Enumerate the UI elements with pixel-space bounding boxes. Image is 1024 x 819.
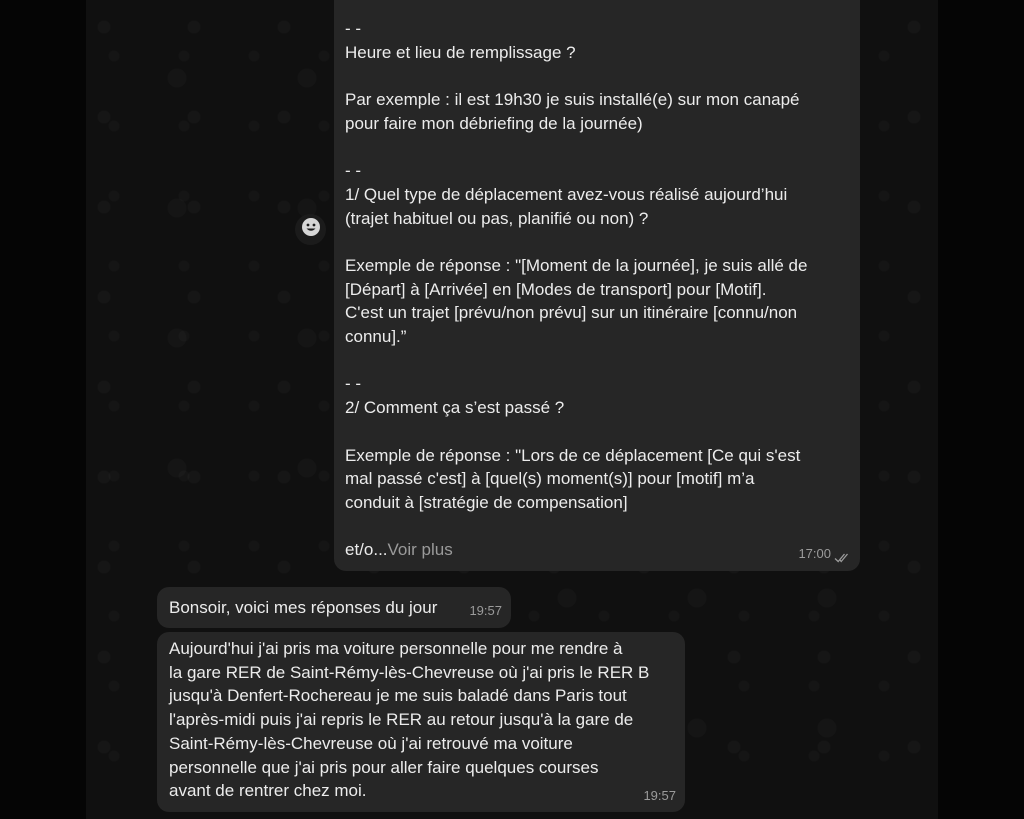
double-check-icon (834, 548, 852, 560)
message-line (345, 515, 840, 539)
reply-text (169, 637, 673, 803)
smiley-face-icon (301, 217, 321, 242)
message-line: C'est un trajet [prévu/non prévu] sur un itinéraire [connu/non (345, 303, 798, 323)
message-line: personnelle que j'ai pris pour aller faire quelques courses (169, 757, 599, 777)
message-line: conduit à [stratégie de compensation] (345, 492, 628, 512)
message-line: Exemple de réponse : "[Moment de la journée], je suis allé de (345, 255, 808, 275)
reply-bubble-greeting[interactable] (157, 587, 511, 628)
incoming-message-text (345, 17, 840, 538)
message-meta (798, 542, 852, 566)
message-time: 19:57 (643, 788, 676, 804)
message-line: 2/ Comment ça s’est passé ? (345, 398, 565, 418)
message-line (345, 349, 840, 373)
message-line (345, 64, 840, 88)
message-line (345, 136, 840, 160)
message-line (345, 230, 840, 254)
message-line: Par exemple : il est 19h30 je suis installé(e) sur mon canapé (345, 90, 800, 110)
message-line: la gare RER de Saint-Rémy-lès-Chevreuse où j'ai pris le RER B (169, 662, 650, 682)
sender-avatar[interactable] (295, 214, 326, 245)
message-line: avant de rentrer chez moi. (169, 781, 367, 801)
message-line: Heure et lieu de remplissage ? (345, 42, 576, 62)
message-line: (trajet habituel ou pas, planifié ou non) ? (345, 208, 649, 228)
reply-text: Bonsoir, voici mes réponses du jour (169, 598, 438, 617)
incoming-message-bubble[interactable] (334, 0, 860, 571)
message-line: Aujourd'hui j'ai pris ma voiture personnelle pour me rendre à (169, 639, 623, 658)
message-preview-end (345, 538, 840, 562)
truncated-text: et/o... (345, 540, 388, 560)
see-more-link[interactable]: Voir plus (387, 540, 453, 560)
message-line: pour faire mon débriefing de la journée) (345, 113, 643, 133)
message-line (345, 420, 840, 444)
message-line: connu].” (345, 327, 407, 347)
message-line: jusqu'à Denfert-Rochereau je me suis baladé dans Paris tout (169, 686, 627, 706)
message-line: Saint-Rémy-lès-Chevreuse où j'ai retrouvé ma voiture (169, 733, 573, 753)
message-time: 17:00 (798, 546, 831, 562)
message-line: - - (345, 161, 362, 181)
reply-bubble-answer[interactable] (157, 632, 685, 812)
message-line: l'après-midi puis j'ai repris le RER au retour jusqu'à la gare de (169, 710, 634, 730)
message-line: mal passé c'est] à [quel(s) moment(s)] pour [motif] m’a (345, 469, 755, 489)
message-line: - - (345, 19, 362, 38)
message-line: - - (345, 374, 362, 394)
message-line: Exemple de réponse : "Lors de ce déplacement [Ce qui s'est (345, 445, 801, 465)
message-line: 1/ Quel type de déplacement avez-vous réalisé aujourd’hui (345, 184, 788, 204)
message-line: [Départ] à [Arrivée] en [Modes de transport] pour [Motif]. (345, 279, 767, 299)
message-time: 19:57 (469, 603, 502, 619)
